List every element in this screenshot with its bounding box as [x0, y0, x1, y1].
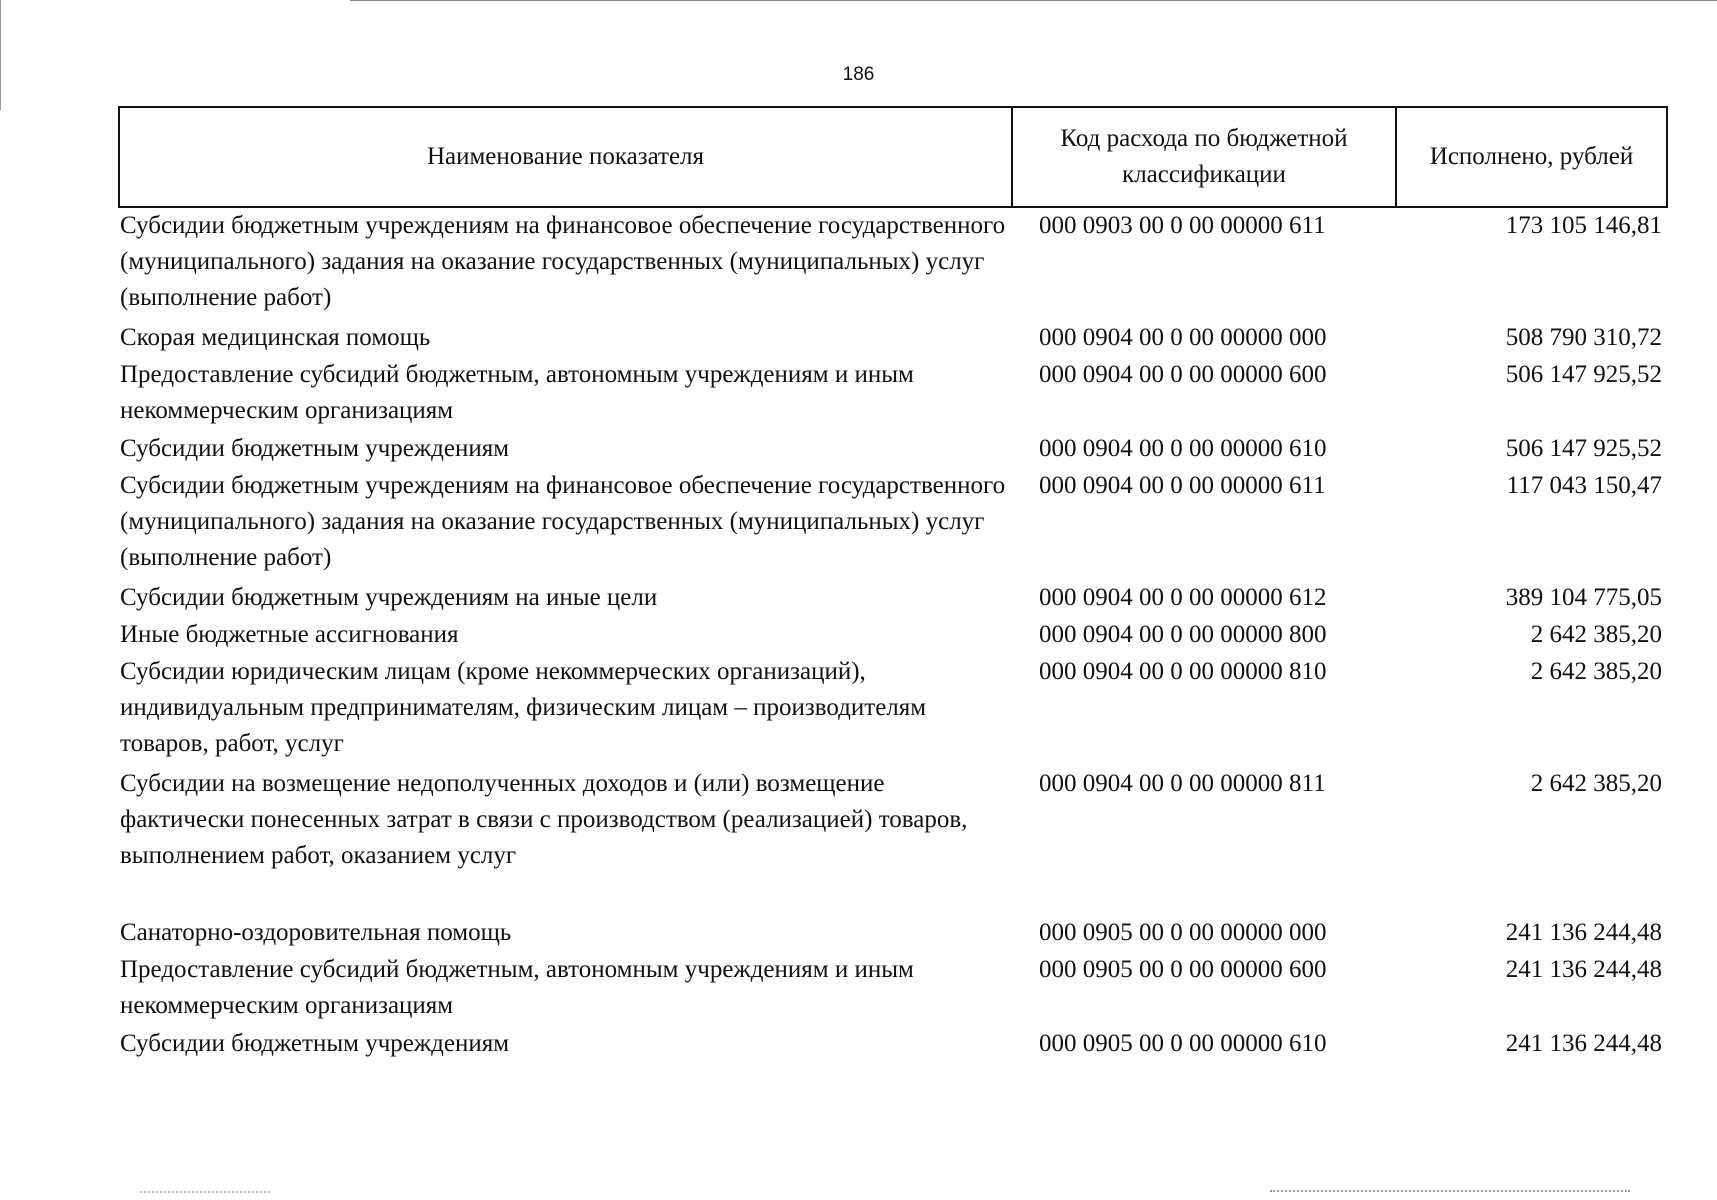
row-code: 000 0904 00 0 00 00000 800 [1039, 621, 1327, 648]
row-amount: 2 642 385,20 [1530, 770, 1662, 797]
row-amount: 241 136 244,48 [1505, 919, 1662, 946]
row-amount: 241 136 244,48 [1505, 956, 1662, 983]
row-code: 000 0904 00 0 00 00000 610 [1039, 435, 1327, 462]
row-name: Скорая медицинская помощь [120, 324, 431, 351]
row-code: 000 0904 00 0 00 00000 811 [1039, 770, 1326, 797]
row-name: Субсидии бюджетным учреждениям [120, 1030, 510, 1057]
row-amount: 2 642 385,20 [1530, 621, 1662, 648]
row-name: Санаторно-оздоровительная помощь [120, 919, 512, 946]
scan-noise [140, 1191, 270, 1193]
scan-noise [1270, 1190, 1630, 1192]
row-code: 000 0904 00 0 00 00000 810 [1039, 658, 1327, 685]
row-name: Субсидии бюджетным учреждениям на иные цели [120, 584, 658, 611]
row-amount: 508 790 310,72 [1505, 324, 1662, 351]
row-name: Субсидии юридическим лицам (кроме некоммерческих организаций), индивидуальным предпринимателям, физическим лицам – производителям товаров, работ, услуг [120, 658, 927, 757]
header-amount-column: Исполнено, рублей [1429, 143, 1634, 170]
row-code: 000 0903 00 0 00 00000 611 [1039, 212, 1326, 239]
page-number: 186 [842, 64, 875, 85]
row-name: Субсидии бюджетным учреждениям на финансовое обеспечение государственного (муниципального) задания на оказание государственных (муниципальных) услуг (выполнение работ) [120, 472, 1006, 571]
row-amount: 389 104 775,05 [1505, 584, 1662, 611]
header-name-column: Наименование показателя [120, 108, 1013, 206]
row-code: 000 0904 00 0 00 00000 611 [1039, 472, 1326, 499]
scan-edge-line [0, 0, 1, 110]
row-code: 000 0905 00 0 00 00000 610 [1039, 1030, 1327, 1057]
row-code: 000 0904 00 0 00 00000 000 [1039, 324, 1327, 351]
row-code: 000 0905 00 0 00 00000 000 [1039, 919, 1327, 946]
row-amount: 506 147 925,52 [1505, 361, 1662, 388]
row-code: 000 0904 00 0 00 00000 600 [1039, 361, 1327, 388]
row-amount: 241 136 244,48 [1505, 1030, 1662, 1057]
header-code-column: Код расхода по бюджетной классификации [1013, 108, 1397, 206]
row-name: Субсидии бюджетным учреждениям [120, 435, 510, 462]
row-name: Предоставление субсидий бюджетным, автономным учреждениям и иным некоммерческим организациям [120, 361, 914, 424]
row-name: Предоставление субсидий бюджетным, автономным учреждениям и иным некоммерческим организациям [120, 956, 914, 1019]
table-header [118, 106, 1668, 208]
row-code: 000 0905 00 0 00 00000 600 [1039, 956, 1327, 983]
scan-edge-line [350, 0, 1717, 1]
row-name: Субсидии на возмещение недополученных доходов и (или) возмещение фактически понесенных затрат в связи с производством (реализацией) товаров, выполнением работ, оказанием услуг [120, 770, 968, 869]
row-name: Субсидии бюджетным учреждениям на финансовое обеспечение государственного (муниципального) задания на оказание государственных (муниципальных) услуг (выполнение работ) [120, 212, 1006, 311]
row-amount: 2 642 385,20 [1530, 658, 1662, 685]
row-amount: 173 105 146,81 [1505, 212, 1662, 239]
row-code: 000 0904 00 0 00 00000 612 [1039, 584, 1327, 611]
row-name: Иные бюджетные ассигнования [120, 621, 459, 648]
row-amount: 117 043 150,47 [1506, 472, 1662, 499]
row-amount: 506 147 925,52 [1505, 435, 1662, 462]
